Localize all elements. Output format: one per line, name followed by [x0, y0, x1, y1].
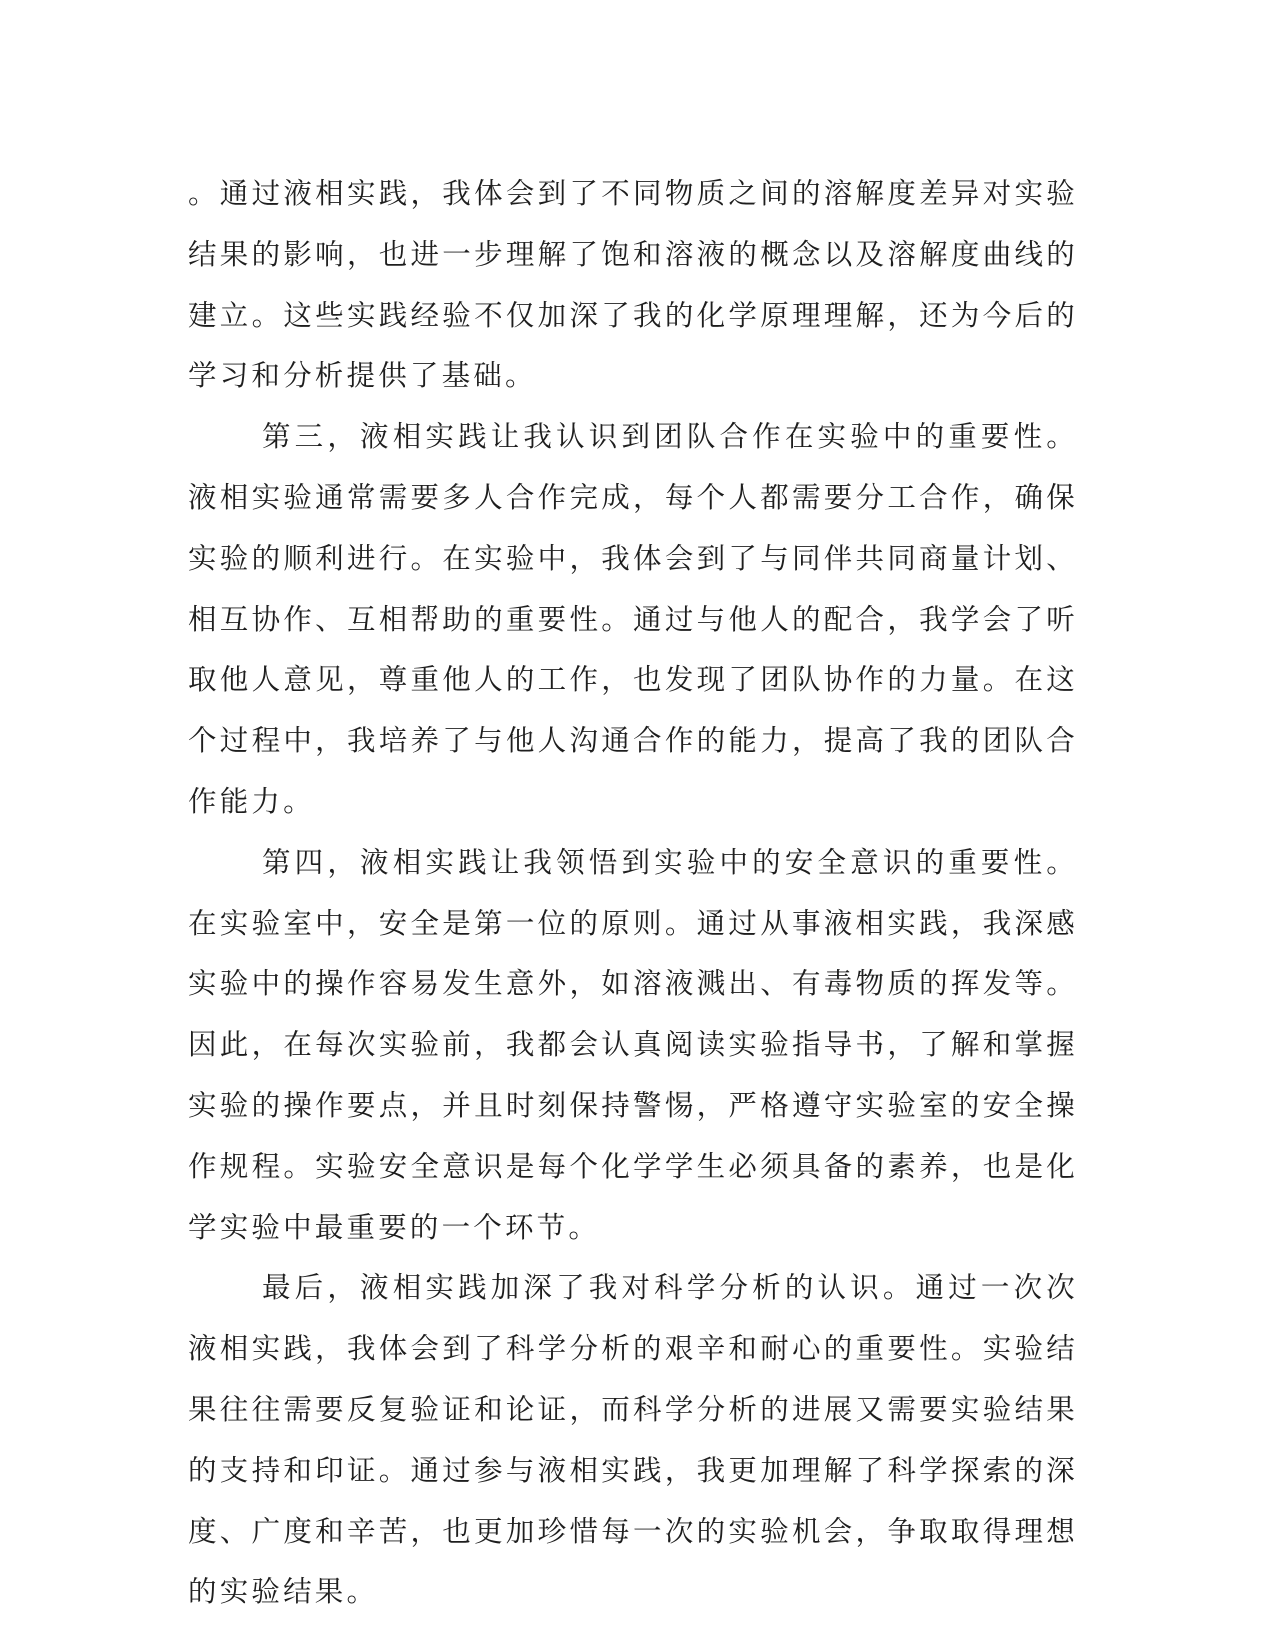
document-body	[188, 164, 1078, 1623]
paragraph-1: 。通过液相实践，我体会到了不同物质之间的溶解度差异对实验结果的影响，也进一步理解了饱和溶液的概念以及溶解度曲线的建立。这些实践经验不仅加深了我的化学原理理解，还为今后的学习和分析提供了基础。	[188, 177, 1078, 393]
paragraph-4: 最后，液相实践加深了我对科学分析的认识。通过一次次液相实践，我体会到了科学分析的艰辛和耐心的重要性。实验结果往往需要反复验证和论证，而科学分析的进展又需要实验结果的支持和印证。通过参与液相实践，我更加理解了科学探索的深度、广度和辛苦，也更加珍惜每一次的实验机会，争取取得理想的实验结果。	[188, 1271, 1078, 1609]
paragraph-2: 第三，液相实践让我认识到团队合作在实验中的重要性。液相实验通常需要多人合作完成，每个人都需要分工合作，确保实验的顺利进行。在实验中，我体会到了与同伴共同商量计划、相互协作、互相帮助的重要性。通过与他人的配合，我学会了听取他人意见，尊重他人的工作，也发现了团队协作的力量。在这个过程中，我培养了与他人沟通合作的能力，提高了我的团队合作能力。	[188, 420, 1078, 818]
paragraph-3: 第四，液相实践让我领悟到实验中的安全意识的重要性。在实验室中，安全是第一位的原则。通过从事液相实践，我深感实验中的操作容易发生意外，如溶液溅出、有毒物质的挥发等。因此，在每次实验前，我都会认真阅读实验指导书，了解和掌握实验的操作要点，并且时刻保持警惕，严格遵守实验室的安全操作规程。实验安全意识是每个化学学生必须具备的素养，也是化学实验中最重要的一个环节。	[188, 845, 1078, 1244]
